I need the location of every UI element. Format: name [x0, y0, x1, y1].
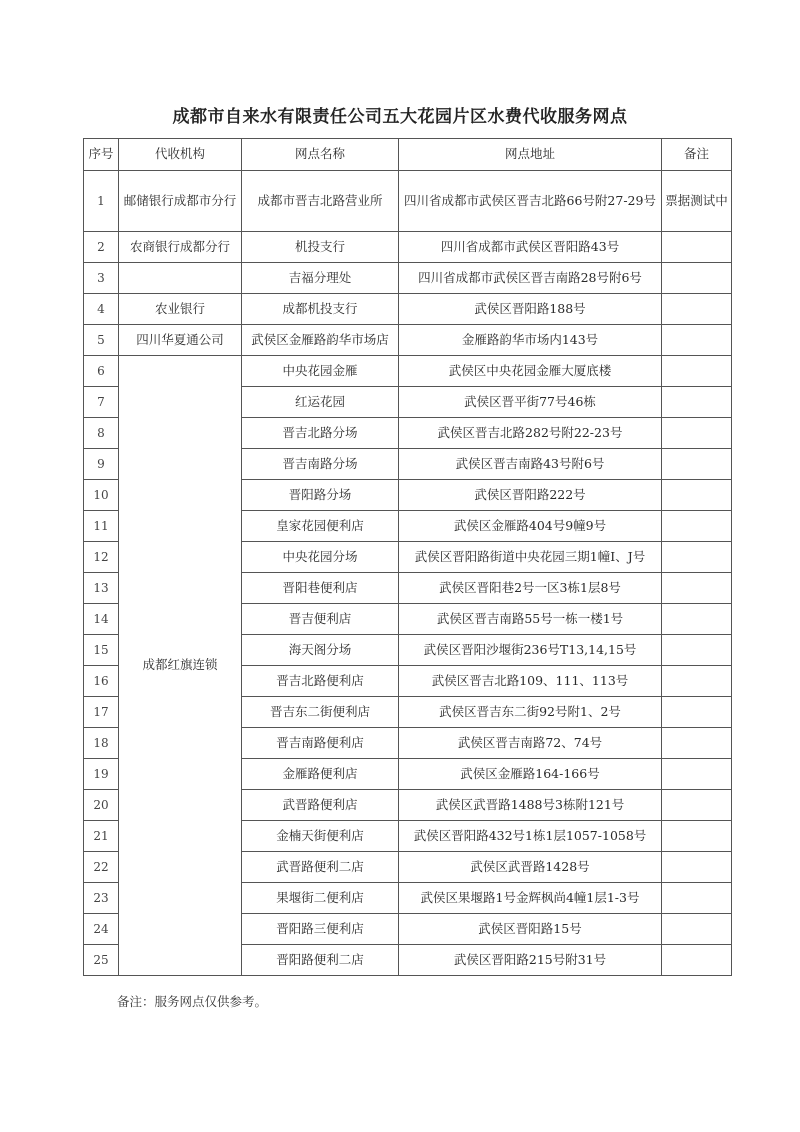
- row-remark: [662, 294, 732, 325]
- row-address: 武侯区晋阳路222号: [399, 480, 662, 511]
- footnote: 备注：服务网点仅供参考。: [117, 994, 268, 1009]
- row-address: 武侯区晋吉北路109、111、113号: [399, 666, 662, 697]
- row-outlet: 晋阳巷便利店: [242, 573, 399, 604]
- row-outlet: 武晋路便利店: [242, 790, 399, 821]
- row-address: 武侯区晋阳巷2号一区3栋1层8号: [399, 573, 662, 604]
- row-remark: [662, 325, 732, 356]
- row-seq: 25: [84, 945, 119, 976]
- row-seq: 14: [84, 604, 119, 635]
- row-remark: [662, 480, 732, 511]
- header-agency: 代收机构: [119, 139, 242, 171]
- table-row: [84, 263, 732, 294]
- table-row: [84, 171, 732, 232]
- row-remark: [662, 728, 732, 759]
- row-remark: [662, 263, 732, 294]
- row-remark: [662, 883, 732, 914]
- service-outlets-table: [83, 138, 732, 976]
- row-address: 武侯区晋阳沙堰街236号T13,14,15号: [399, 635, 662, 666]
- row-remark: [662, 790, 732, 821]
- row-agency: 四川华夏通公司: [119, 325, 242, 356]
- row-outlet: 机投支行: [242, 232, 399, 263]
- row-remark: [662, 573, 732, 604]
- row-address: 武侯区晋阳路432号1栋1层1057-1058号: [399, 821, 662, 852]
- row-outlet: 晋吉东二街便利店: [242, 697, 399, 728]
- header-outlet: 网点名称: [242, 139, 399, 171]
- row-remark: 票据测试中: [662, 171, 732, 232]
- row-address: 武侯区晋吉东二街92号附1、2号: [399, 697, 662, 728]
- table-row: [84, 232, 732, 263]
- row-remark: [662, 418, 732, 449]
- row-outlet: 晋吉北路分场: [242, 418, 399, 449]
- row-outlet: 红运花园: [242, 387, 399, 418]
- table-header-row: [84, 139, 732, 171]
- row-outlet: 皇家花园便利店: [242, 511, 399, 542]
- row-outlet: 武侯区金雁路韵华市场店: [242, 325, 399, 356]
- row-remark: [662, 356, 732, 387]
- row-seq: 17: [84, 697, 119, 728]
- row-remark: [662, 387, 732, 418]
- row-address: 金雁路韵华市场内143号: [399, 325, 662, 356]
- row-remark: [662, 914, 732, 945]
- header-seq: 序号: [84, 139, 119, 171]
- row-outlet: 金楠天街便利店: [242, 821, 399, 852]
- row-remark: [662, 604, 732, 635]
- row-seq: 23: [84, 883, 119, 914]
- row-seq: 6: [84, 356, 119, 387]
- row-seq: 3: [84, 263, 119, 294]
- row-remark: [662, 511, 732, 542]
- row-remark: [662, 821, 732, 852]
- row-seq: 9: [84, 449, 119, 480]
- row-address: 武侯区晋平街77号46栋: [399, 387, 662, 418]
- row-seq: 10: [84, 480, 119, 511]
- row-address: 武侯区果堰路1号金辉枫尚4幢1层1-3号: [399, 883, 662, 914]
- merged-agency-cell: 成都红旗连锁: [119, 356, 242, 976]
- row-remark: [662, 666, 732, 697]
- row-outlet: 金雁路便利店: [242, 759, 399, 790]
- row-seq: 18: [84, 728, 119, 759]
- row-outlet: 晋阳路三便利店: [242, 914, 399, 945]
- row-outlet: 晋吉便利店: [242, 604, 399, 635]
- row-seq: 22: [84, 852, 119, 883]
- header-address: 网点地址: [399, 139, 662, 171]
- row-address: 武侯区晋阳路215号附31号: [399, 945, 662, 976]
- row-remark: [662, 697, 732, 728]
- row-outlet: 晋吉南路便利店: [242, 728, 399, 759]
- row-remark: [662, 852, 732, 883]
- row-remark: [662, 232, 732, 263]
- row-remark: [662, 449, 732, 480]
- row-agency: 邮储银行成都市分行: [119, 171, 242, 232]
- row-remark: [662, 635, 732, 666]
- row-seq: 19: [84, 759, 119, 790]
- row-seq: 21: [84, 821, 119, 852]
- row-address: 四川省成都市武侯区晋吉北路66号附27-29号: [399, 171, 662, 232]
- row-seq: 1: [84, 171, 119, 232]
- row-outlet: 吉福分理处: [242, 263, 399, 294]
- row-seq: 20: [84, 790, 119, 821]
- row-address: 武侯区晋吉南路72、74号: [399, 728, 662, 759]
- row-address: 武侯区晋阳路15号: [399, 914, 662, 945]
- row-outlet: 晋阳路便利二店: [242, 945, 399, 976]
- row-outlet: 晋吉北路便利店: [242, 666, 399, 697]
- row-address: 武侯区晋阳路街道中央花园三期1幢I、J号: [399, 542, 662, 573]
- row-agency: [119, 263, 242, 294]
- row-address: 四川省成都市武侯区晋吉南路28号附6号: [399, 263, 662, 294]
- row-seq: 12: [84, 542, 119, 573]
- row-outlet: 晋吉南路分场: [242, 449, 399, 480]
- row-agency: 农商银行成都分行: [119, 232, 242, 263]
- row-seq: 13: [84, 573, 119, 604]
- row-seq: 5: [84, 325, 119, 356]
- row-remark: [662, 542, 732, 573]
- row-outlet: 晋阳路分场: [242, 480, 399, 511]
- row-address: 武侯区晋吉南路55号一栋一楼1号: [399, 604, 662, 635]
- row-address: 武侯区中央花园金雁大厦底楼: [399, 356, 662, 387]
- row-seq: 2: [84, 232, 119, 263]
- row-outlet: 海天阁分场: [242, 635, 399, 666]
- row-address: 武侯区晋阳路188号: [399, 294, 662, 325]
- row-outlet: 成都市晋吉北路营业所: [242, 171, 399, 232]
- row-remark: [662, 759, 732, 790]
- row-agency: 农业银行: [119, 294, 242, 325]
- row-seq: 8: [84, 418, 119, 449]
- row-seq: 11: [84, 511, 119, 542]
- row-seq: 15: [84, 635, 119, 666]
- table-row: [84, 356, 732, 387]
- row-seq: 24: [84, 914, 119, 945]
- row-outlet: 成都机投支行: [242, 294, 399, 325]
- row-address: 武侯区武晋路1488号3栋附121号: [399, 790, 662, 821]
- row-outlet: 中央花园分场: [242, 542, 399, 573]
- row-seq: 7: [84, 387, 119, 418]
- row-address: 武侯区金雁路164-166号: [399, 759, 662, 790]
- row-outlet: 果堰街二便利店: [242, 883, 399, 914]
- row-seq: 16: [84, 666, 119, 697]
- page-title: 成都市自来水有限责任公司五大花园片区水费代收服务网点: [172, 107, 628, 127]
- header-remark: 备注: [662, 139, 732, 171]
- row-remark: [662, 945, 732, 976]
- row-address: 四川省成都市武侯区晋阳路43号: [399, 232, 662, 263]
- row-address: 武侯区武晋路1428号: [399, 852, 662, 883]
- row-outlet: 武晋路便利二店: [242, 852, 399, 883]
- row-outlet: 中央花园金雁: [242, 356, 399, 387]
- table-row: [84, 294, 732, 325]
- row-address: 武侯区晋吉南路43号附6号: [399, 449, 662, 480]
- table-row: [84, 325, 732, 356]
- row-address: 武侯区金雁路404号9幢9号: [399, 511, 662, 542]
- row-address: 武侯区晋吉北路282号附22-23号: [399, 418, 662, 449]
- row-seq: 4: [84, 294, 119, 325]
